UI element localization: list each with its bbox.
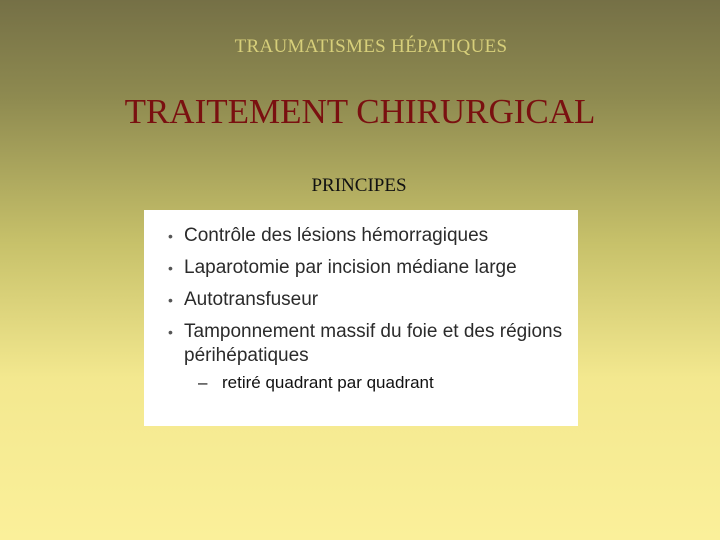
list-item <box>166 320 566 394</box>
bullet-text: Laparotomie par incision médiane large <box>184 257 517 278</box>
content-panel <box>144 210 578 426</box>
slide-title: TRAITEMENT CHIRURGICAL <box>124 92 596 131</box>
slide-subtitle: PRINCIPES <box>311 175 407 196</box>
bullet-list <box>166 224 566 402</box>
bullet-icon: • <box>168 260 173 276</box>
list-item <box>166 256 566 280</box>
bullet-icon: • <box>168 292 173 308</box>
list-item <box>166 288 566 312</box>
bullet-text: Contrôle des lésions hémorragiques <box>184 225 489 246</box>
bullet-icon: • <box>168 228 173 244</box>
dash-icon: – <box>198 373 208 392</box>
list-item <box>166 224 566 248</box>
bullet-text: Autotransfuseur <box>184 289 319 310</box>
sub-list-item <box>184 372 566 394</box>
sub-bullet-text: retiré quadrant par quadrant <box>222 373 434 392</box>
slide-supertitle: TRAUMATISMES HÉPATIQUES <box>234 36 508 57</box>
bullet-text: Tamponnement massif du foie et des régions périhépatiques <box>184 321 563 366</box>
bullet-icon: • <box>168 324 173 340</box>
